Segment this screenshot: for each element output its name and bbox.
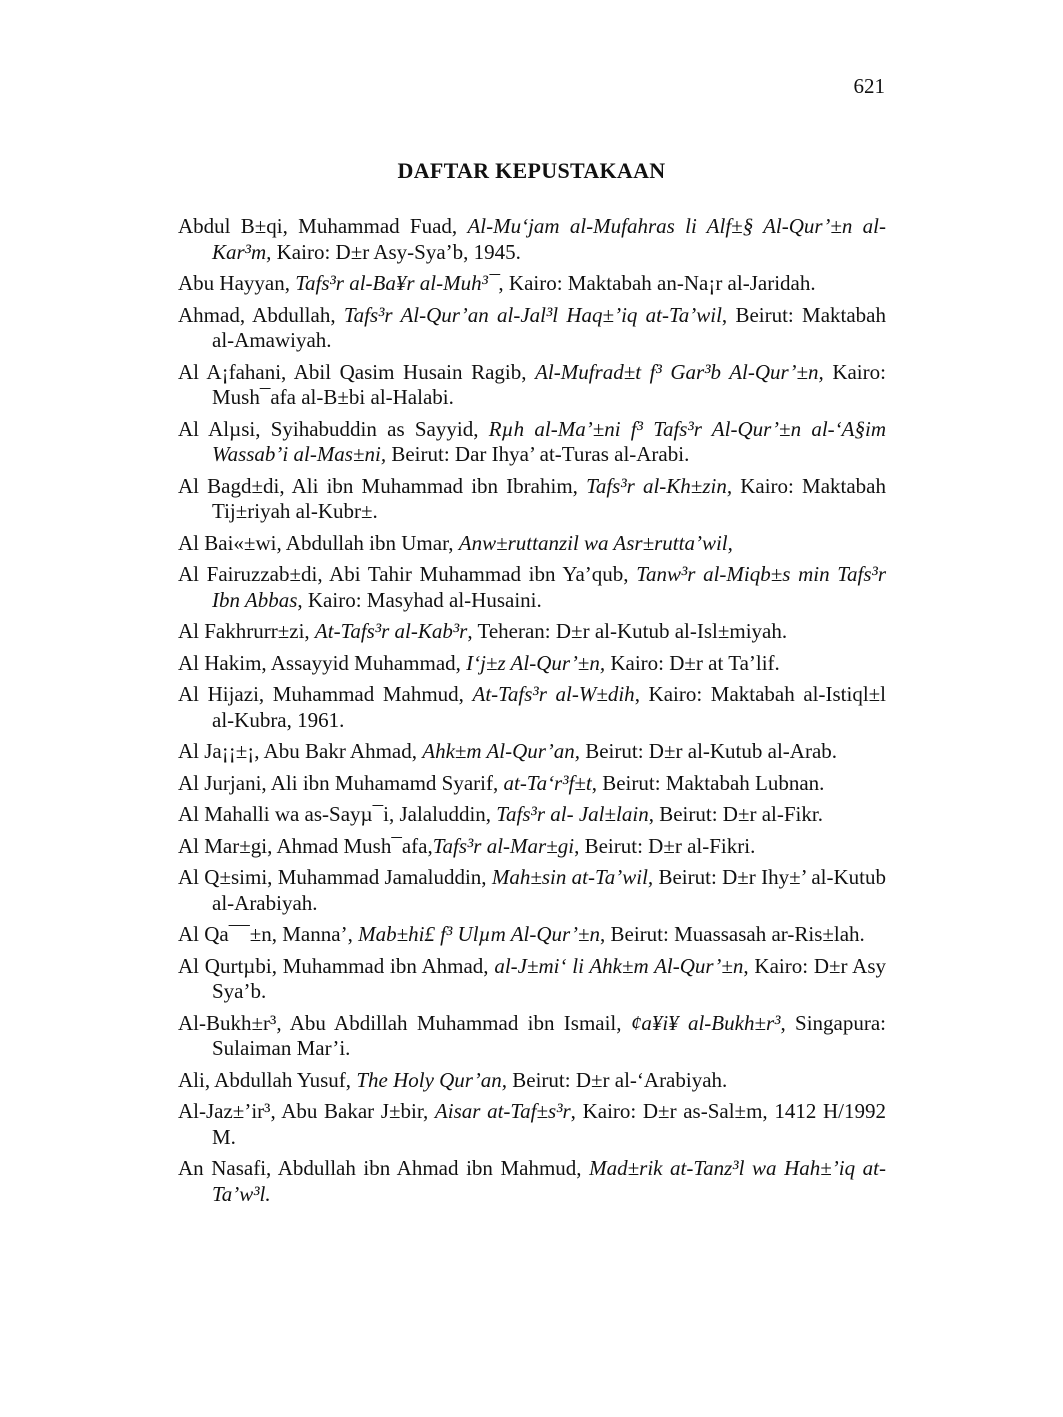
work-title: At-Tafs³r al-W±dih <box>472 682 635 706</box>
work-title: Mah±sin at-Ta’wil, <box>491 865 654 889</box>
bibliography-entry: Al Hijazi, Muhammad Mahmud, At-Tafs³r al-W±dih, Kairo: Maktabah al-Istiql±l al-Kubra, 1961. <box>178 682 887 732</box>
bibliography-entry: Al Fairuzzab±di, Abi Tahir Muhammad ibn Ya’qub, Tanw³r al-Miqb±s min Tafs³r Ibn Abbas, Kairo: Masyhad al-Husaini. <box>178 562 886 612</box>
bibliography-entry: Al Bagd±di, Ali ibn Muhammad ibn Ibrahim, Tafs³r al-Kh±zin, Kairo: Maktabah Tij±riyah al-Kubr±. <box>178 473 887 523</box>
page-title: DAFTAR KEPUSTAKAAN <box>397 158 666 183</box>
bibliography-entry: Al Q±simi, Muhammad Jamaluddin, Mah±sin at-Ta’wil, Beirut: D±r Ihy±’ al-Kutub al-Arabiyah. <box>178 865 886 915</box>
bibliography-entry: Al Bai«±wi, Abdullah ibn Umar, Anw±ruttanzil wa Asr±rutta’wil, <box>178 530 733 555</box>
bibliography-entry: Al Mahalli wa as-Sayµ¯i, Jalaluddin, Tafs³r al- Jal±lain, Beirut: D±r al-Fikr. <box>178 802 823 826</box>
page-number: 621 <box>853 74 885 98</box>
work-title: Mab±hi£ f³ Ulµm Al-Qur’±n <box>358 922 600 946</box>
work-title: I‘j±z Al-Qur’±n, <box>466 650 606 675</box>
bibliography-entry: Al-Bukh±r³, Abu Abdillah Muhammad ibn Ismail, ¢a¥i¥ al-Bukh±r³, Singapura: Sulaiman Mar’i. <box>178 1010 886 1060</box>
bibliography-entry: Al-Jaz±’ir³, Abu Bakar J±bir, Aisar at-Taf±s³r, Kairo: D±r as-Sal±m, 1412 H/1992 M. <box>178 1099 886 1149</box>
work-title: Tanw³r al-Miqb±s min Tafs³r Ibn Abbas <box>212 562 886 612</box>
bibliography-entry: Al Fakhrurr±zi, At-Tafs³r al-Kab³r, Teheran: D±r al-Kutub al-Isl±miyah. <box>178 619 788 643</box>
work-title: Tafs³r al-Mar±gi <box>432 833 575 858</box>
work-title: At-Tafs³r al-Kab³r <box>314 619 468 643</box>
bibliography-entry: Abu Hayyan, Tafs³r al-Ba¥r al-Muh³¯, Kairo: Maktabah an-Na¡r al-Jaridah. <box>178 271 816 295</box>
work-title: ¢a¥i¥ al-Bukh±r³ <box>630 1010 781 1035</box>
bibliography-entry: Abdul B±qi, Muhammad Fuad, Al-Mu‘jam al-Mufahras li Alf±§ Al-Qur’±n al-Kar³m, Kairo: D±r Asy-Sya’b, 1945. <box>178 214 886 264</box>
work-title: Anw±ruttanzil wa Asr±rutta’wil, <box>458 530 733 555</box>
bibliography-entry: Al Alµsi, Syihabuddin as Sayyid, Rµh al-Ma’±ni f³ Tafs³r Al-Qur’±n al-‘A§im Wassab’i al-Mas±ni, Beirut: Dar Ihya’ at-Turas al-Arabi. <box>178 416 886 466</box>
work-title: Al-Mu‘jam al-Mufahras li Alf±§ Al-Qur’±n al-Kar³m, <box>212 214 886 264</box>
bibliography-entry: Al Qurtµbi, Muhammad ibn Ahmad, al-J±mi‘ li Ahk±m Al-Qur’±n, Kairo: D±r Asy Sya’b. <box>178 953 886 1003</box>
bibliography-entry: Al Jurjani, Ali ibn Muhamamd Syarif, at-Ta‘r³f±t, Beirut: Maktabah Lubnan. <box>178 770 825 795</box>
work-title: at-Ta‘r³f±t <box>503 770 592 795</box>
bibliography-entry: Ahmad, Abdullah, Tafs³r Al-Qur’an al-Jal³l Haq±’iq at-Ta’wil, Beirut: Maktabah al-Amawiyah. <box>178 302 886 352</box>
work-title: Tafs³r al-Ba¥r al-Muh³¯ <box>295 271 499 295</box>
bibliography-entry: Al Mar±gi, Ahmad Mush¯afa,Tafs³r al-Mar±gi, Beirut: D±r al-Fikri. <box>178 833 756 858</box>
work-title: Tafs³r al- Jal±lain <box>496 802 649 826</box>
work-title: Al-Mufrad±t f³ Gar³b Al-Qur’±n, <box>535 359 824 384</box>
bibliography-entry: Al Qa¯¯±n, Manna’, Mab±hi£ f³ Ulµm Al-Qur’±n, Beirut: Muassasah ar-Ris±lah. <box>178 922 865 946</box>
work-title: al-J±mi‘ li Ahk±m Al-Qur’±n <box>494 953 744 978</box>
work-title: Tafs³r Al-Qur’an al-Jal³l Haq±’iq at-Ta’wil <box>343 302 722 327</box>
bibliography-entry: An Nasafi, Abdullah ibn Ahmad ibn Mahmud, Mad±rik at-Tanz³l wa Hah±’iq at-Ta’w³l. <box>178 1156 886 1206</box>
work-title: Rµh al-Ma’±ni f³ Tafs³r Al-Qur’±n al-‘A§im Wassab’i al-Mas±ni, <box>212 416 886 466</box>
bibliography-entry: Ali, Abdullah Yusuf, The Holy Qur’an, Beirut: D±r al-‘Arabiyah. <box>178 1067 728 1092</box>
bibliography-entry: Al A¡fahani, Abil Qasim Husain Ragib, Al-Mufrad±t f³ Gar³b Al-Qur’±n, Kairo: Mush¯afa al-B±bi al-Halabi. <box>178 359 886 409</box>
work-title: Mad±rik at-Tanz³l wa Hah±’iq at-Ta’w³l. <box>212 1156 886 1206</box>
work-title: Ahk±m Al-Qur’an, <box>422 739 580 763</box>
bibliography-entry: Al Ja¡¡±¡, Abu Bakr Ahmad, Ahk±m Al-Qur’an, Beirut: D±r al-Kutub al-Arab. <box>178 739 838 763</box>
work-title: Tafs³r al-Kh±zin, <box>586 473 733 498</box>
work-title: The Holy Qur’an, <box>356 1067 507 1092</box>
bibliography-entry: Al Hakim, Assayyid Muhammad, I‘j±z Al-Qur’±n, Kairo: D±r at Ta’lif. <box>178 650 780 675</box>
bibliography-list <box>178 214 886 1213</box>
work-title: Aisar at-Taf±s³r <box>434 1099 571 1123</box>
